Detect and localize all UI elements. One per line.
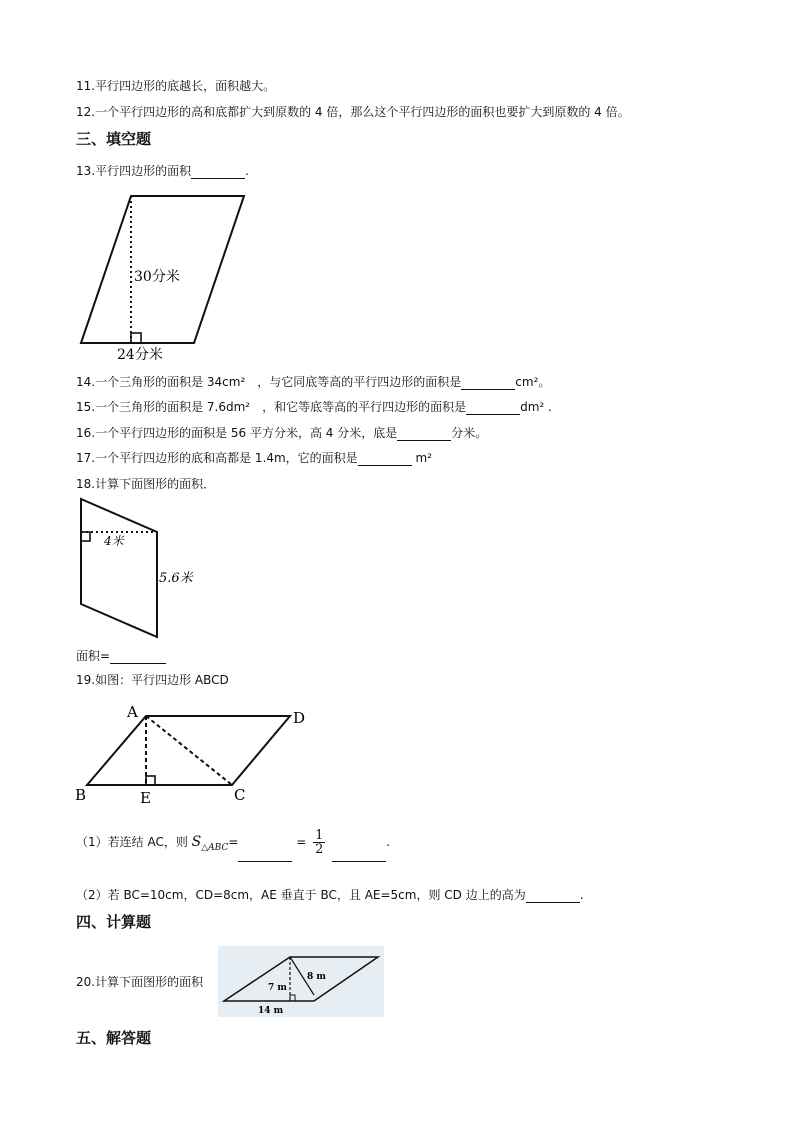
answer-blank[interactable] <box>191 166 245 179</box>
vertex-label-b: B <box>75 786 87 804</box>
label-7m: 7 m <box>268 983 287 993</box>
vertex-label-d: D <box>293 709 306 727</box>
part-1-end: . <box>386 835 391 849</box>
section-heading-solution: 五、解答题 <box>76 1029 152 1047</box>
vertex-label-c: C <box>234 786 246 804</box>
part-2-text: （2）若 BC=10cm，CD=8cm，AE 垂直于 BC，且 AE=5cm，则 CD 边上的高为 <box>76 888 526 902</box>
question-15-unit: dm² . <box>520 400 552 414</box>
question-20: 20.计算下面图形的面积 <box>76 975 204 989</box>
section-heading-calculation: 四、计算题 <box>76 913 152 931</box>
answer-blank[interactable] <box>332 849 386 862</box>
triangle-area-symbol: $S_{\triangle ABC}$ <box>191 834 229 853</box>
question-16 <box>76 425 487 441</box>
right-angle-mark <box>131 333 141 343</box>
equals-sign-2: = <box>296 835 307 849</box>
parallelogram-figure-20 <box>218 946 384 1017</box>
area-label: 面积= <box>76 649 111 663</box>
question-16-text: 16.一个平行四边形的面积是 56 平方分米，高 4 分米，底是 <box>76 426 398 440</box>
question-15 <box>76 399 552 415</box>
question-11: 11.平行四边形的底越长，面积越大。 <box>76 79 276 93</box>
question-19-part-2 <box>76 887 584 903</box>
base-label: 24分米 <box>117 347 163 363</box>
answer-blank[interactable] <box>461 377 515 390</box>
label-8m: 8 m <box>307 972 326 982</box>
question-14-unit: cm²。 <box>515 375 551 389</box>
label-14m: 14 m <box>258 1006 284 1016</box>
height-label: 30分米 <box>134 269 180 285</box>
answer-blank[interactable] <box>397 428 451 441</box>
part-1-prefix: （1）若连结 AC，则 <box>76 835 188 849</box>
right-angle-mark <box>81 532 90 541</box>
area-answer-line <box>76 648 166 664</box>
parallelogram-figure-13 <box>70 188 260 368</box>
question-19: 19.如图：平行四边形 ABCD <box>76 673 229 687</box>
question-19-part-1 <box>76 828 390 862</box>
question-13-text: 13.平行四边形的面积 <box>76 164 192 178</box>
question-17 <box>76 450 432 466</box>
parallelogram-abcd-figure <box>72 700 322 810</box>
answer-blank[interactable] <box>238 849 292 862</box>
diagonal-ac <box>146 716 232 785</box>
side-label: 5.6米 <box>159 571 193 586</box>
fraction-one-half: $\frac{1}{2}$ <box>315 828 324 857</box>
question-17-text: 17.一个平行四边形的底和高都是 1.4m，它的面积是 <box>76 451 358 465</box>
vertex-label-a: A <box>127 703 138 721</box>
question-16-unit: 分米。 <box>451 426 488 440</box>
question-14-text: 14.一个三角形的面积是 34cm² ，与它同底等高的平行四边形的面积是 <box>76 375 462 389</box>
parallelogram-figure-18 <box>72 492 202 647</box>
parallelogram-shape <box>81 499 157 637</box>
question-14 <box>76 374 550 390</box>
equals-sign: = <box>228 835 239 849</box>
question-13-end: . <box>245 164 249 178</box>
answer-blank[interactable] <box>526 890 580 903</box>
height-label: 4米 <box>104 534 124 548</box>
question-17-unit: m² <box>411 451 433 465</box>
question-13 <box>76 163 249 179</box>
vertex-label-e: E <box>140 789 151 807</box>
answer-blank[interactable] <box>110 651 166 664</box>
answer-blank[interactable] <box>358 453 412 466</box>
right-angle-mark <box>146 776 155 785</box>
part-2-end: . <box>579 888 584 902</box>
question-15-text: 15.一个三角形的面积是 7.6dm² ，和它等底等高的平行四边形的面积是 <box>76 400 467 414</box>
answer-blank[interactable] <box>466 402 520 415</box>
section-heading-fill-in: 三、填空题 <box>76 130 152 148</box>
question-18: 18.计算下面图形的面积． <box>76 477 216 491</box>
parallelogram-shape <box>87 716 290 785</box>
question-12: 12.一个平行四边形的高和底都扩大到原数的 4 倍，那么这个平行四边形的面积也要扩大到原数的 4 倍。 <box>76 105 630 119</box>
